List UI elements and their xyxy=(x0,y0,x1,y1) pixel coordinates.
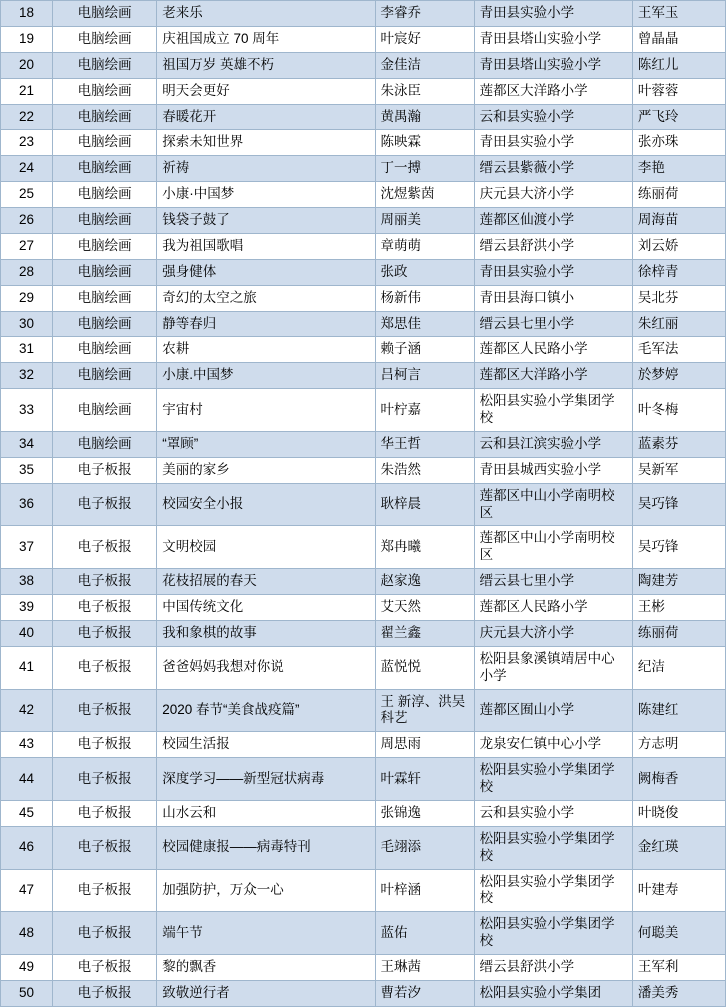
cell-author: 郑思佳 xyxy=(375,311,474,337)
cell-category: 电子板报 xyxy=(53,620,157,646)
cell-author: 张政 xyxy=(375,259,474,285)
cell-school: 青田县实验小学 xyxy=(474,130,632,156)
cell-school: 云和县江滨实验小学 xyxy=(474,431,632,457)
cell-author: 杨新伟 xyxy=(375,285,474,311)
cell-work-title: 2020 春节“美食战疫篇” xyxy=(157,689,375,732)
cell-category: 电脑绘画 xyxy=(53,52,157,78)
cell-author: 朱泳臣 xyxy=(375,78,474,104)
cell-author: 沈煜紫茵 xyxy=(375,182,474,208)
cell-category: 电脑绘画 xyxy=(53,389,157,432)
cell-index: 24 xyxy=(1,156,53,182)
cell-teacher: 吴新军 xyxy=(632,457,725,483)
cell-work-title: “罩顾” xyxy=(157,431,375,457)
table-row xyxy=(1,130,726,156)
cell-index: 39 xyxy=(1,595,53,621)
cell-school: 松阳县实验小学集团学校 xyxy=(474,912,632,955)
table-row xyxy=(1,285,726,311)
cell-category: 电子板报 xyxy=(53,826,157,869)
cell-work-title: 加强防护，万众一心 xyxy=(157,869,375,912)
cell-school: 莲都区中山小学南明校区 xyxy=(474,483,632,526)
table-row xyxy=(1,646,726,689)
cell-index: 19 xyxy=(1,26,53,52)
cell-teacher: 叶晓俊 xyxy=(632,800,725,826)
cell-author: 郑冉曦 xyxy=(375,526,474,569)
cell-school: 莲都区人民路小学 xyxy=(474,595,632,621)
cell-teacher: 严飞玲 xyxy=(632,104,725,130)
cell-school: 莲都区大洋路小学 xyxy=(474,363,632,389)
cell-teacher: 曾晶晶 xyxy=(632,26,725,52)
cell-index: 33 xyxy=(1,389,53,432)
cell-teacher: 王军玉 xyxy=(632,1,725,27)
cell-teacher: 阙梅香 xyxy=(632,758,725,801)
cell-category: 电脑绘画 xyxy=(53,233,157,259)
cell-work-title: 花枝招展的春天 xyxy=(157,569,375,595)
cell-teacher: 方志明 xyxy=(632,732,725,758)
cell-school: 松阳县象溪镇靖居中心小学 xyxy=(474,646,632,689)
table-row xyxy=(1,980,726,1006)
cell-work-title: 强身健体 xyxy=(157,259,375,285)
cell-teacher: 叶建寿 xyxy=(632,869,725,912)
cell-work-title: 小康·中国梦 xyxy=(157,182,375,208)
cell-school: 莲都区大洋路小学 xyxy=(474,78,632,104)
cell-work-title: 校园健康报——病毒特刊 xyxy=(157,826,375,869)
cell-work-title: 祈祷 xyxy=(157,156,375,182)
cell-school: 云和县实验小学 xyxy=(474,800,632,826)
cell-teacher: 何聪美 xyxy=(632,912,725,955)
cell-author: 陈映霖 xyxy=(375,130,474,156)
cell-index: 40 xyxy=(1,620,53,646)
cell-index: 32 xyxy=(1,363,53,389)
cell-work-title: 文明校园 xyxy=(157,526,375,569)
table-row xyxy=(1,869,726,912)
cell-work-title: 我为祖国歌唱 xyxy=(157,233,375,259)
table-row xyxy=(1,1,726,27)
cell-school: 青田县塔山实验小学 xyxy=(474,52,632,78)
cell-teacher: 李艳 xyxy=(632,156,725,182)
cell-teacher: 於梦婷 xyxy=(632,363,725,389)
cell-index: 26 xyxy=(1,208,53,234)
cell-work-title: 美丽的家乡 xyxy=(157,457,375,483)
cell-category: 电子板报 xyxy=(53,569,157,595)
cell-index: 21 xyxy=(1,78,53,104)
cell-author: 李睿乔 xyxy=(375,1,474,27)
table-row xyxy=(1,182,726,208)
cell-author: 丁一搏 xyxy=(375,156,474,182)
cell-work-title: 老来乐 xyxy=(157,1,375,27)
cell-author: 华王哲 xyxy=(375,431,474,457)
cell-category: 电子板报 xyxy=(53,800,157,826)
cell-author: 叶宸好 xyxy=(375,26,474,52)
cell-author: 朱浩然 xyxy=(375,457,474,483)
cell-category: 电脑绘画 xyxy=(53,363,157,389)
cell-index: 41 xyxy=(1,646,53,689)
table-row xyxy=(1,26,726,52)
cell-teacher: 陈建红 xyxy=(632,689,725,732)
cell-author: 曹若汐 xyxy=(375,980,474,1006)
cell-teacher: 朱红丽 xyxy=(632,311,725,337)
cell-school: 缙云县七里小学 xyxy=(474,311,632,337)
cell-author: 蓝佑 xyxy=(375,912,474,955)
cell-work-title: 钱袋子鼓了 xyxy=(157,208,375,234)
cell-school: 莲都区仙渡小学 xyxy=(474,208,632,234)
cell-school: 青田县城西实验小学 xyxy=(474,457,632,483)
cell-author: 黄禺瀚 xyxy=(375,104,474,130)
cell-author: 叶梓涵 xyxy=(375,869,474,912)
cell-index: 44 xyxy=(1,758,53,801)
cell-work-title: 致敬逆行者 xyxy=(157,980,375,1006)
cell-category: 电脑绘画 xyxy=(53,130,157,156)
cell-teacher: 叶冬梅 xyxy=(632,389,725,432)
table-row xyxy=(1,955,726,981)
cell-school: 青田县实验小学 xyxy=(474,1,632,27)
cell-author: 艾天然 xyxy=(375,595,474,621)
cell-category: 电脑绘画 xyxy=(53,208,157,234)
cell-author: 张锦逸 xyxy=(375,800,474,826)
cell-author: 毛翊添 xyxy=(375,826,474,869)
cell-school: 缙云县舒洪小学 xyxy=(474,955,632,981)
cell-work-title: 静等春归 xyxy=(157,311,375,337)
table-row xyxy=(1,758,726,801)
cell-work-title: 宇宙村 xyxy=(157,389,375,432)
cell-work-title: 春暖花开 xyxy=(157,104,375,130)
table-row xyxy=(1,526,726,569)
table-body xyxy=(1,1,726,1007)
table-row xyxy=(1,52,726,78)
cell-teacher: 张亦珠 xyxy=(632,130,725,156)
cell-work-title: 中国传统文化 xyxy=(157,595,375,621)
cell-work-title: 校园生活报 xyxy=(157,732,375,758)
cell-category: 电子板报 xyxy=(53,526,157,569)
cell-index: 34 xyxy=(1,431,53,457)
cell-category: 电脑绘画 xyxy=(53,1,157,27)
cell-school: 松阳县实验小学集团学校 xyxy=(474,389,632,432)
cell-author: 叶霖轩 xyxy=(375,758,474,801)
cell-author: 吕柯言 xyxy=(375,363,474,389)
cell-category: 电子板报 xyxy=(53,912,157,955)
cell-index: 31 xyxy=(1,337,53,363)
cell-school: 庆元县大济小学 xyxy=(474,182,632,208)
cell-index: 35 xyxy=(1,457,53,483)
table-row xyxy=(1,337,726,363)
cell-category: 电脑绘画 xyxy=(53,259,157,285)
cell-author: 周思雨 xyxy=(375,732,474,758)
cell-work-title: 农耕 xyxy=(157,337,375,363)
cell-category: 电子板报 xyxy=(53,758,157,801)
cell-school: 松阳县实验小学集团 xyxy=(474,980,632,1006)
table-row xyxy=(1,483,726,526)
cell-category: 电脑绘画 xyxy=(53,337,157,363)
table-row xyxy=(1,732,726,758)
table-row xyxy=(1,156,726,182)
cell-teacher: 毛军法 xyxy=(632,337,725,363)
cell-school: 莲都区中山小学南明校区 xyxy=(474,526,632,569)
cell-author: 赵家逸 xyxy=(375,569,474,595)
cell-school: 缙云县七里小学 xyxy=(474,569,632,595)
cell-index: 18 xyxy=(1,1,53,27)
cell-teacher: 潘美秀 xyxy=(632,980,725,1006)
cell-teacher: 陈红儿 xyxy=(632,52,725,78)
cell-school: 庆元县大济小学 xyxy=(474,620,632,646)
cell-teacher: 王彬 xyxy=(632,595,725,621)
cell-category: 电脑绘画 xyxy=(53,431,157,457)
cell-author: 叶柠嘉 xyxy=(375,389,474,432)
table-row xyxy=(1,569,726,595)
cell-teacher: 周海苗 xyxy=(632,208,725,234)
cell-work-title: 明天会更好 xyxy=(157,78,375,104)
cell-school: 龙泉安仁镇中心小学 xyxy=(474,732,632,758)
cell-index: 45 xyxy=(1,800,53,826)
table-row xyxy=(1,912,726,955)
cell-category: 电子板报 xyxy=(53,646,157,689)
cell-school: 松阳县实验小学集团学校 xyxy=(474,826,632,869)
cell-category: 电子板报 xyxy=(53,595,157,621)
cell-teacher: 练丽荷 xyxy=(632,620,725,646)
cell-school: 缙云县舒洪小学 xyxy=(474,233,632,259)
cell-category: 电子板报 xyxy=(53,732,157,758)
cell-school: 青田县实验小学 xyxy=(474,259,632,285)
cell-school: 青田县海口镇小 xyxy=(474,285,632,311)
table-row xyxy=(1,457,726,483)
cell-index: 38 xyxy=(1,569,53,595)
cell-index: 47 xyxy=(1,869,53,912)
table-row xyxy=(1,826,726,869)
table-row xyxy=(1,389,726,432)
cell-work-title: 爸爸妈妈我想对你说 xyxy=(157,646,375,689)
cell-category: 电脑绘画 xyxy=(53,285,157,311)
cell-index: 50 xyxy=(1,980,53,1006)
cell-teacher: 吴巧锋 xyxy=(632,483,725,526)
table-row xyxy=(1,233,726,259)
table-row xyxy=(1,78,726,104)
cell-author: 王 新淳、洪吴科艺 xyxy=(375,689,474,732)
cell-teacher: 练丽荷 xyxy=(632,182,725,208)
cell-index: 27 xyxy=(1,233,53,259)
cell-work-title: 端午节 xyxy=(157,912,375,955)
cell-category: 电脑绘画 xyxy=(53,26,157,52)
cell-work-title: 深度学习——新型冠状病毒 xyxy=(157,758,375,801)
cell-index: 22 xyxy=(1,104,53,130)
cell-index: 20 xyxy=(1,52,53,78)
table-row xyxy=(1,104,726,130)
table-row xyxy=(1,311,726,337)
cell-school: 云和县实验小学 xyxy=(474,104,632,130)
table-row xyxy=(1,363,726,389)
cell-school: 缙云县紫薇小学 xyxy=(474,156,632,182)
cell-category: 电子板报 xyxy=(53,955,157,981)
cell-author: 章萌萌 xyxy=(375,233,474,259)
cell-category: 电子板报 xyxy=(53,483,157,526)
cell-author: 赖子涵 xyxy=(375,337,474,363)
cell-category: 电脑绘画 xyxy=(53,156,157,182)
cell-school: 松阳县实验小学集团学校 xyxy=(474,758,632,801)
cell-index: 30 xyxy=(1,311,53,337)
cell-index: 43 xyxy=(1,732,53,758)
cell-index: 29 xyxy=(1,285,53,311)
cell-author: 金佳洁 xyxy=(375,52,474,78)
cell-work-title: 我和象棋的故事 xyxy=(157,620,375,646)
cell-school: 莲都区囿山小学 xyxy=(474,689,632,732)
cell-work-title: 小康.中国梦 xyxy=(157,363,375,389)
table-row xyxy=(1,689,726,732)
cell-teacher: 蓝素芬 xyxy=(632,431,725,457)
cell-author: 周丽美 xyxy=(375,208,474,234)
table-row xyxy=(1,208,726,234)
cell-work-title: 庆祖国成立 70 周年 xyxy=(157,26,375,52)
cell-category: 电脑绘画 xyxy=(53,311,157,337)
cell-work-title: 校园安全小报 xyxy=(157,483,375,526)
cell-index: 49 xyxy=(1,955,53,981)
cell-school: 莲都区人民路小学 xyxy=(474,337,632,363)
cell-author: 王琳茜 xyxy=(375,955,474,981)
cell-teacher: 金红瑛 xyxy=(632,826,725,869)
cell-category: 电脑绘画 xyxy=(53,78,157,104)
cell-index: 37 xyxy=(1,526,53,569)
cell-category: 电子板报 xyxy=(53,689,157,732)
table-row xyxy=(1,800,726,826)
cell-index: 36 xyxy=(1,483,53,526)
cell-work-title: 奇幻的太空之旅 xyxy=(157,285,375,311)
cell-school: 青田县塔山实验小学 xyxy=(474,26,632,52)
cell-teacher: 徐梓青 xyxy=(632,259,725,285)
cell-index: 48 xyxy=(1,912,53,955)
cell-index: 28 xyxy=(1,259,53,285)
cell-work-title: 黎的飘香 xyxy=(157,955,375,981)
cell-index: 42 xyxy=(1,689,53,732)
cell-author: 翟兰鑫 xyxy=(375,620,474,646)
cell-category: 电子板报 xyxy=(53,980,157,1006)
cell-teacher: 陶建芳 xyxy=(632,569,725,595)
cell-category: 电脑绘画 xyxy=(53,182,157,208)
cell-category: 电子板报 xyxy=(53,457,157,483)
cell-teacher: 叶蓉蓉 xyxy=(632,78,725,104)
cell-teacher: 王军利 xyxy=(632,955,725,981)
cell-index: 23 xyxy=(1,130,53,156)
cell-school: 松阳县实验小学集团学校 xyxy=(474,869,632,912)
cell-teacher: 刘云娇 xyxy=(632,233,725,259)
cell-work-title: 山水云和 xyxy=(157,800,375,826)
cell-teacher: 吴北芬 xyxy=(632,285,725,311)
cell-author: 蓝悦悦 xyxy=(375,646,474,689)
table-row xyxy=(1,620,726,646)
cell-teacher: 纪洁 xyxy=(632,646,725,689)
table-row xyxy=(1,259,726,285)
cell-teacher: 吴巧锋 xyxy=(632,526,725,569)
table-row xyxy=(1,595,726,621)
cell-category: 电脑绘画 xyxy=(53,104,157,130)
table-row xyxy=(1,431,726,457)
cell-index: 25 xyxy=(1,182,53,208)
cell-work-title: 祖国万岁 英雄不朽 xyxy=(157,52,375,78)
cell-author: 耿梓晨 xyxy=(375,483,474,526)
cell-category: 电子板报 xyxy=(53,869,157,912)
cell-work-title: 探索未知世界 xyxy=(157,130,375,156)
cell-index: 46 xyxy=(1,826,53,869)
